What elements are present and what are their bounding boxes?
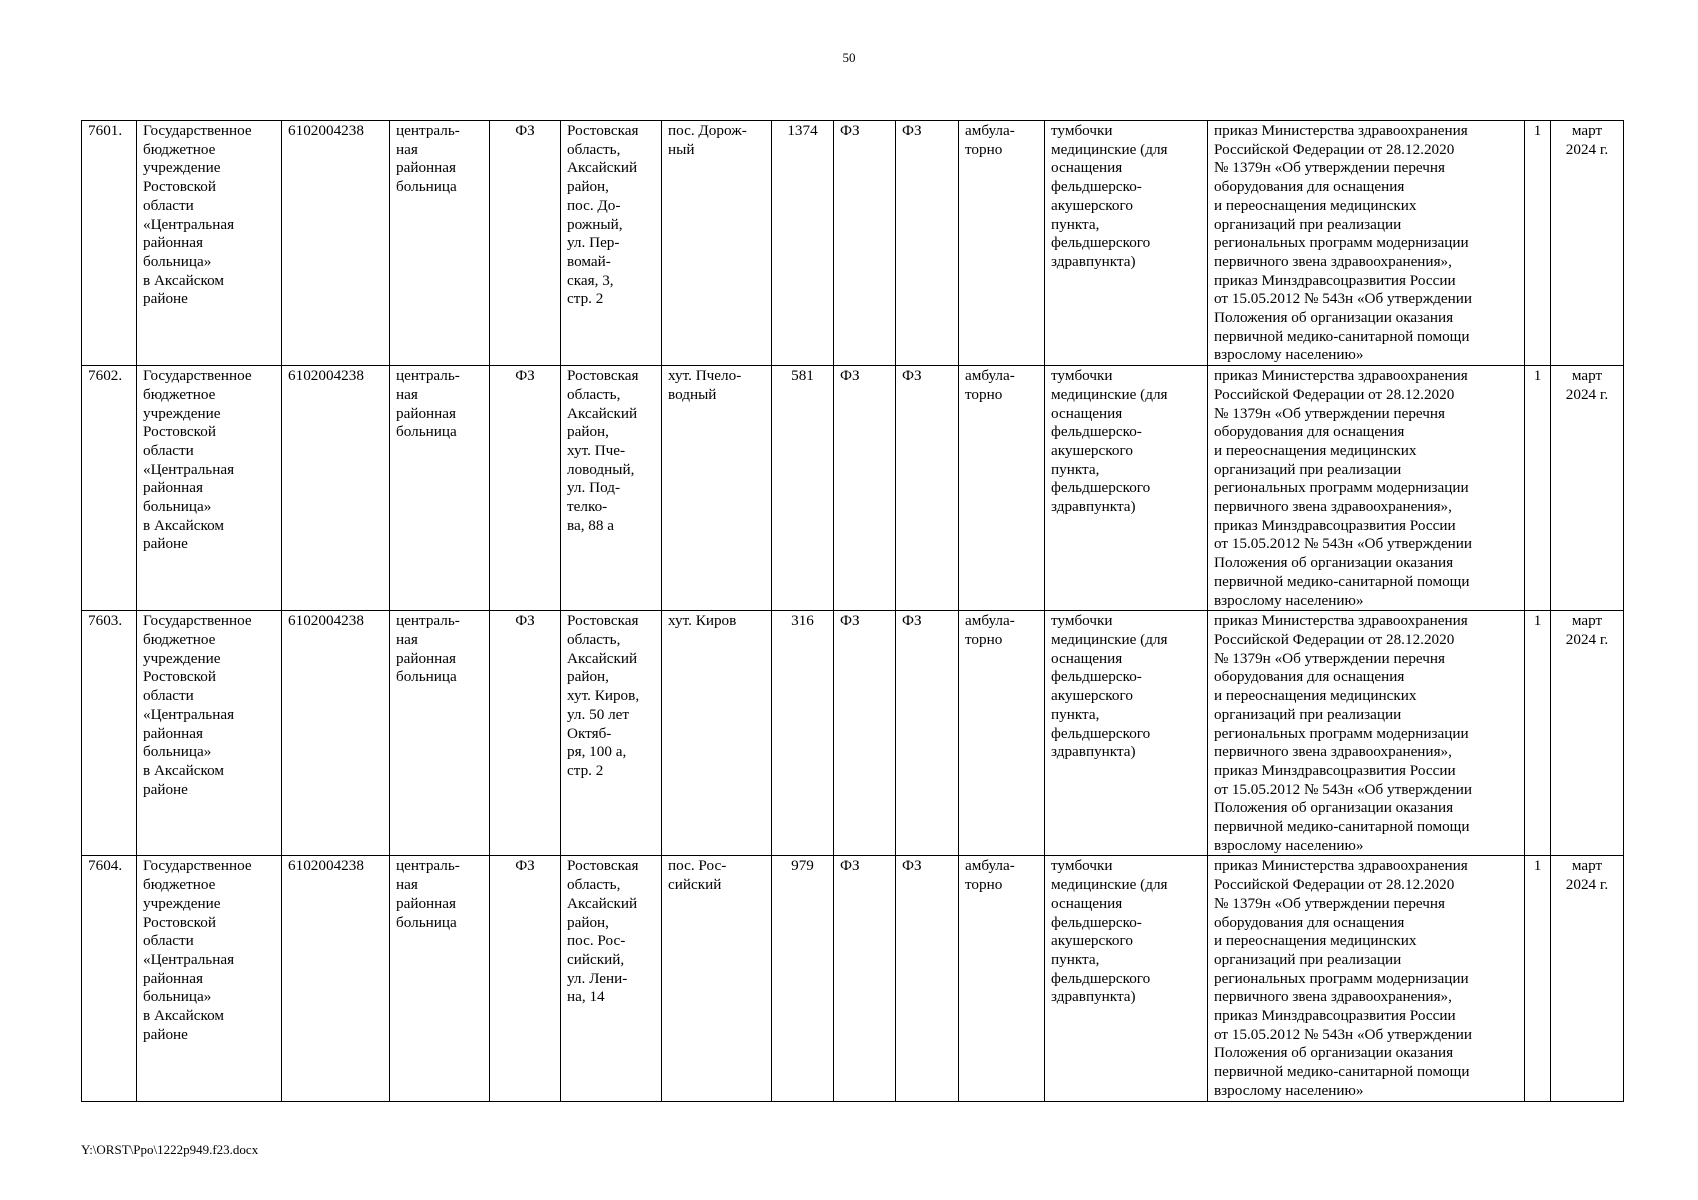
inn-code: 6102004238 [282, 611, 390, 856]
population: 1374 [772, 121, 834, 366]
care-conditions: амбула- торно [959, 611, 1045, 856]
population: 581 [772, 366, 834, 611]
organization-name: Государственное бюджетное учреждение Ростовской области «Центральная районная больница» в Аксайском районе [137, 611, 282, 856]
unit-level: ФЗ [490, 121, 561, 366]
equipment-name: тумбочки медицинские (для оснащения фельдшерско- акушерского пункта, фельдшерского здравпункта) [1045, 366, 1208, 611]
address: Ростовская область, Аксайский район, хут. Пче- ловодный, ул. Под- телко- ва, 88 а [561, 366, 662, 611]
inn-code: 6102004238 [282, 121, 390, 366]
inn-code: 6102004238 [282, 366, 390, 611]
organization-name: Государственное бюджетное учреждение Ростовской области «Центральная районная больница» в Аксайском районе [137, 366, 282, 611]
unit-type-col10: ФЗ [896, 121, 959, 366]
page-number: 50 [842, 50, 856, 65]
locality: хут. Киров [662, 611, 772, 856]
organization-type: централь- ная районная больница [390, 366, 490, 611]
unit-type-col9: ФЗ [834, 856, 896, 1101]
organization-type: централь- ная районная больница [390, 856, 490, 1101]
delivery-term: март 2024 г. [1551, 856, 1624, 1101]
table-row [82, 856, 1624, 1101]
unit-level: ФЗ [490, 611, 561, 856]
organization-type: централь- ная районная больница [390, 121, 490, 366]
equipment-name: тумбочки медицинские (для оснащения фельдшерско- акушерского пункта, фельдшерского здравпункта) [1045, 121, 1208, 366]
inn-code: 6102004238 [282, 856, 390, 1101]
unit-type-col9: ФЗ [834, 121, 896, 366]
address: Ростовская область, Аксайский район, пос. Рос- сийский, ул. Лени- на, 14 [561, 856, 662, 1101]
unit-type-col10: ФЗ [896, 366, 959, 611]
unit-level: ФЗ [490, 366, 561, 611]
delivery-term: март 2024 г. [1551, 121, 1624, 366]
care-conditions: амбула- торно [959, 366, 1045, 611]
quantity: 1 [1525, 366, 1551, 611]
row-number: 7602. [82, 366, 137, 611]
population: 979 [772, 856, 834, 1101]
legal-basis: приказ Министерства здравоохранения Российской Федерации от 28.12.2020 № 1379н «Об утверждении перечня оборудования для оснащения и переоснащения медицинских организаций при реализации региональных программ модернизации первичного звена здравоохранения», приказ Минздравсоцразвития России от 15.05.2012 № 543н «Об утверждении Положения об организации оказания первичной медико-санитарной помощи взрослому населению» [1208, 366, 1525, 611]
locality: хут. Пчело- водный [662, 366, 772, 611]
address: Ростовская область, Аксайский район, хут. Киров, ул. 50 лет Октяб- ря, 100 а, стр. 2 [561, 611, 662, 856]
quantity: 1 [1525, 611, 1551, 856]
delivery-term: март 2024 г. [1551, 611, 1624, 856]
legal-basis: приказ Министерства здравоохранения Российской Федерации от 28.12.2020 № 1379н «Об утверждении перечня оборудования для оснащения и переоснащения медицинских организаций при реализации региональных программ модернизации первичного звена здравоохранения», приказ Минздравсоцразвития России от 15.05.2012 № 543н «Об утверждении Положения об организации оказания первичной медико-санитарной помощи взрослому населению» [1208, 121, 1525, 366]
care-conditions: амбула- торно [959, 856, 1045, 1101]
quantity: 1 [1525, 121, 1551, 366]
locality: пос. Рос- сийский [662, 856, 772, 1101]
quantity: 1 [1525, 856, 1551, 1101]
organization-type: централь- ная районная больница [390, 611, 490, 856]
delivery-term: март 2024 г. [1551, 366, 1624, 611]
table-row [82, 611, 1624, 856]
address: Ростовская область, Аксайский район, пос. До- рожный, ул. Пер- вомай- ская, 3, стр. 2 [561, 121, 662, 366]
population: 316 [772, 611, 834, 856]
unit-type-col10: ФЗ [896, 611, 959, 856]
table-row [82, 366, 1624, 611]
equipment-name: тумбочки медицинские (для оснащения фельдшерско- акушерского пункта, фельдшерского здравпункта) [1045, 611, 1208, 856]
organization-name: Государственное бюджетное учреждение Ростовской области «Центральная районная больница» в Аксайском районе [137, 121, 282, 366]
row-number: 7603. [82, 611, 137, 856]
equipment-name: тумбочки медицинские (для оснащения фельдшерско- акушерского пункта, фельдшерского здравпункта) [1045, 856, 1208, 1101]
organization-name: Государственное бюджетное учреждение Ростовской области «Центральная районная больница» в Аксайском районе [137, 856, 282, 1101]
unit-type-col9: ФЗ [834, 366, 896, 611]
unit-level: ФЗ [490, 856, 561, 1101]
row-number: 7604. [82, 856, 137, 1101]
table-row [82, 121, 1624, 366]
registry-table [81, 120, 1624, 1102]
care-conditions: амбула- торно [959, 121, 1045, 366]
row-number: 7601. [82, 121, 137, 366]
unit-type-col10: ФЗ [896, 856, 959, 1101]
unit-type-col9: ФЗ [834, 611, 896, 856]
locality: пос. Дорож- ный [662, 121, 772, 366]
legal-basis: приказ Министерства здравоохранения Российской Федерации от 28.12.2020 № 1379н «Об утверждении перечня оборудования для оснащения и переоснащения медицинских организаций при реализации региональных программ модернизации первичного звена здравоохранения», приказ Минздравсоцразвития России от 15.05.2012 № 543н «Об утверждении Положения об организации оказания первичной медико-санитарной помощи взрослому населению» [1208, 611, 1525, 856]
footer-file-path: Y:\ORST\Ppo\1222p949.f23.docx [81, 1142, 259, 1157]
legal-basis: приказ Министерства здравоохранения Российской Федерации от 28.12.2020 № 1379н «Об утверждении перечня оборудования для оснащения и переоснащения медицинских организаций при реализации региональных программ модернизации первичного звена здравоохранения», приказ Минздравсоцразвития России от 15.05.2012 № 543н «Об утверждении Положения об организации оказания первичной медико-санитарной помощи взрослому населению» [1208, 856, 1525, 1101]
